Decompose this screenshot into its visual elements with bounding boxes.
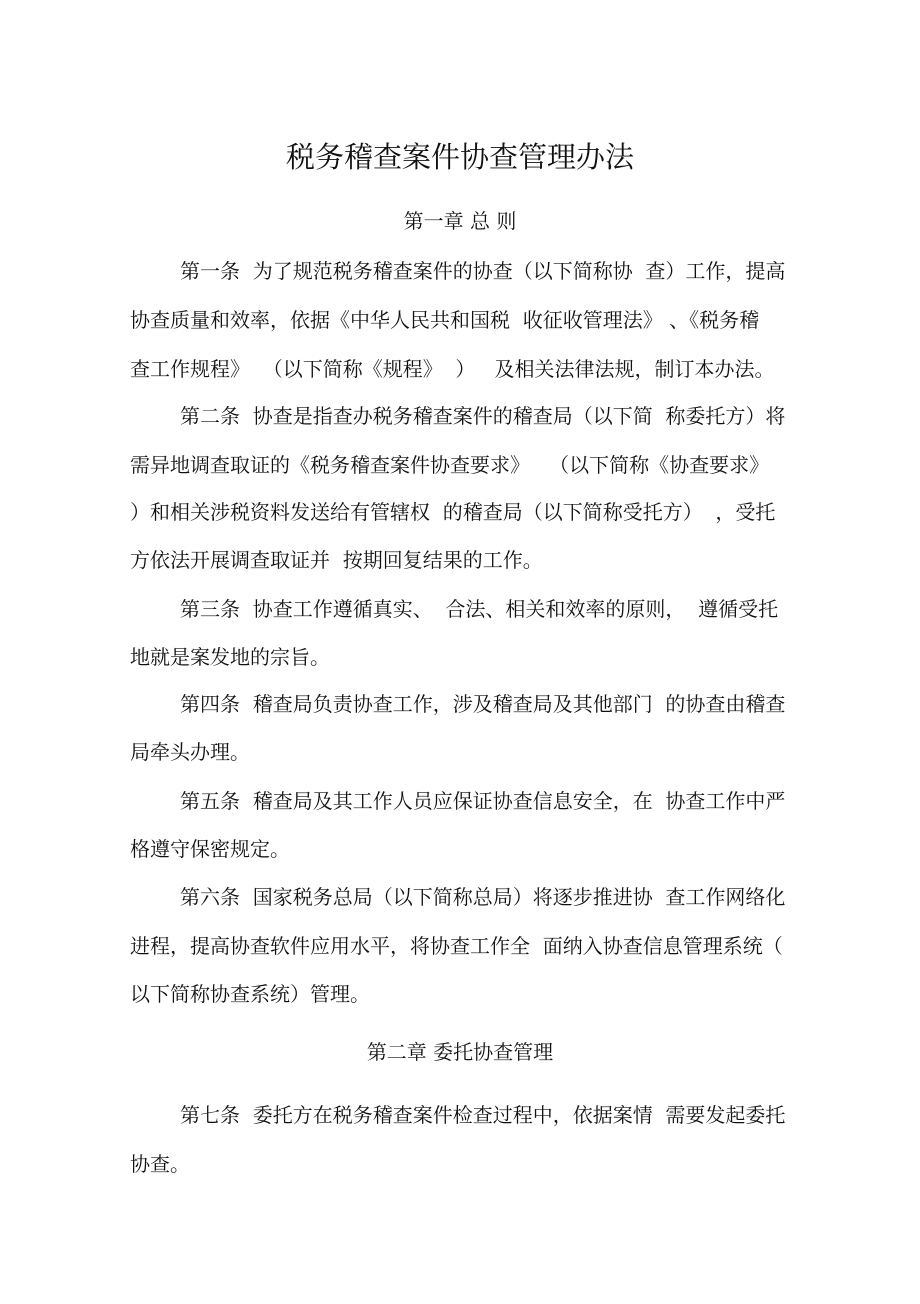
article-2-line-2: 需异地调查取证的《税务稽查案件协查要求》 （以下简称《协查要求》	[130, 453, 770, 477]
article-2-line-3: ）和相关涉税资料发送给有管辖权 的稽查局（以下简称受托方） ，受托	[130, 500, 776, 524]
article-1-line-2: 协查质量和效率，依据《中华人民共和国税 收征收管理法》 、《税务稽	[130, 308, 760, 332]
article-5-line-1: 第五条 稽查局及其工作人员应保证协查信息安全，在 协查工作中严	[180, 789, 786, 813]
article-3-line-1: 第三条 协查工作遵循真实、 合法、相关和效率的原则， 遵循受托	[180, 597, 779, 621]
article-6-line-3: 以下简称协查系统）管理。	[130, 982, 370, 1006]
article-1-line-3: 查工作规程》 （以下简称《规程》 ） 及相关法律法规，制订本办法。	[130, 357, 775, 381]
article-6-line-2: 进程，提高协查软件应用水平，将协查工作全 面纳入协查信息管理系统（	[130, 934, 783, 958]
article-2-line-4: 方依法开展调查取证并 按期回复结果的工作。	[130, 548, 543, 572]
chapter-1-heading: 第一章 总 则	[403, 209, 517, 233]
document-title: 税务稽查案件协查管理办法	[285, 140, 634, 174]
article-7-line-1: 第七条 委托方在税务稽查案件检查过程中，依据案情 需要发起委托	[180, 1103, 786, 1127]
article-6-line-1: 第六条 国家税务总局（以下简称总局）将逐步推进协 查工作网络化	[180, 885, 786, 909]
article-7-line-2: 协查。	[130, 1152, 190, 1176]
article-2-line-1: 第二条 协查是指查办税务稽查案件的稽查局（以下简 称委托方）将	[180, 404, 786, 428]
article-3-line-2: 地就是案发地的宗旨。	[130, 645, 330, 669]
article-5-line-2: 格遵守保密规定。	[130, 837, 290, 861]
article-4-line-2: 局牵头办理。	[130, 740, 250, 764]
article-1-line-1: 第一条 为了规范税务稽查案件的协查（以下简称协 查）工作，提高	[180, 259, 786, 283]
article-4-line-1: 第四条 稽查局负责协查工作，涉及稽查局及其他部门 的协查由稽查	[180, 692, 786, 716]
chapter-2-heading: 第二章 委托协查管理	[366, 1040, 554, 1064]
